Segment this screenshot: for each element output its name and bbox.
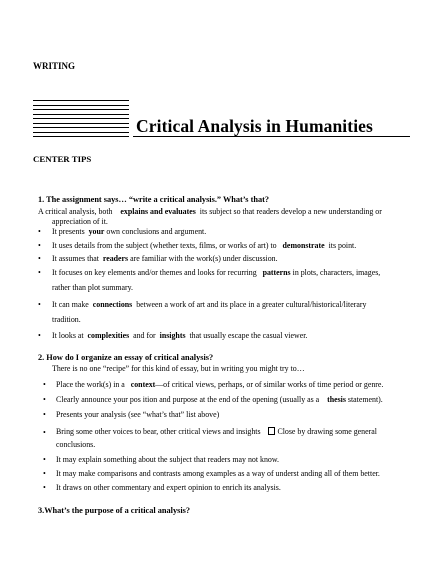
list-item: Clearly announce your pos ition and purpose at the end of the opening (usually as a thesis statement). [56, 395, 383, 404]
bullet-icon: • [43, 483, 46, 492]
bullet-icon: • [43, 428, 46, 437]
section-label: WRITING [33, 61, 76, 71]
bullet-icon: • [38, 268, 41, 277]
list-item: It assumes that readers are familiar with the work(s) under discussion. [52, 254, 278, 263]
list-item: It focuses on key elements and/or themes and looks for recurring patterns in plots, characters, images, [52, 268, 381, 277]
list-item: It can make connections between a work of art and its place in a greater cultural/historical/literary [52, 300, 367, 309]
bullet-icon: • [38, 331, 41, 340]
list-item: It may make comparisons and contrasts among examples as a way of underst anding all of them better. [56, 469, 380, 478]
page-title: Critical Analysis in Humanities [136, 116, 373, 136]
list-item: Bring some other voices to bear, other critical views and insights Close by drawing some general [56, 427, 377, 436]
decorative-lines [33, 100, 129, 141]
bullet-icon: • [43, 455, 46, 464]
list-item: Place the work(s) in a context—of critical views, perhaps, or of similar works of time period or genre. [56, 380, 384, 389]
list-item-cont: conclusions. [56, 440, 96, 449]
bullet-icon: • [38, 227, 41, 236]
bullet-icon: • [43, 469, 46, 478]
bullet-icon: • [38, 254, 41, 263]
section1-heading: 1. The assignment says… “write a critical analysis.” What’s that? [38, 195, 270, 204]
bullet-icon: • [38, 241, 41, 250]
center-tips-label: CENTER TIPS [33, 154, 92, 164]
list-item: It looks at complexities and for insights that usually escape the casual viewer. [52, 331, 308, 340]
list-item-cont: tradition. [52, 315, 81, 324]
section1-intro: A critical analysis, both explains and evaluates its subject so that readers develop a new understanding or [38, 207, 382, 216]
list-item: It draws on other commentary and expert opinion to enrich its analysis. [56, 483, 281, 492]
box-icon [268, 427, 275, 435]
list-item: It uses details from the subject (whether texts, films, or works of art) to demonstrate its point. [52, 241, 357, 250]
section2-heading: 2. How do I organize an essay of critical analysis? [38, 353, 214, 362]
bullet-icon: • [38, 300, 41, 309]
section2-intro: There is no one “recipe” for this kind of essay, but in writing you might try to… [52, 364, 305, 373]
bullet-icon: • [43, 380, 46, 389]
section1-intro-cont: appreciation of it. [52, 217, 108, 226]
bullet-icon: • [43, 410, 46, 419]
list-item: It presents your own conclusions and argument. [52, 227, 207, 236]
list-item-cont: rather than plot summary. [52, 283, 134, 292]
list-item: It may explain something about the subject that readers may not know. [56, 455, 279, 464]
list-item: Presents your analysis (see “what’s that” list above) [56, 410, 220, 419]
section3-heading: 3.What’s the purpose of a critical analysis? [38, 506, 191, 515]
bullet-icon: • [43, 395, 46, 404]
